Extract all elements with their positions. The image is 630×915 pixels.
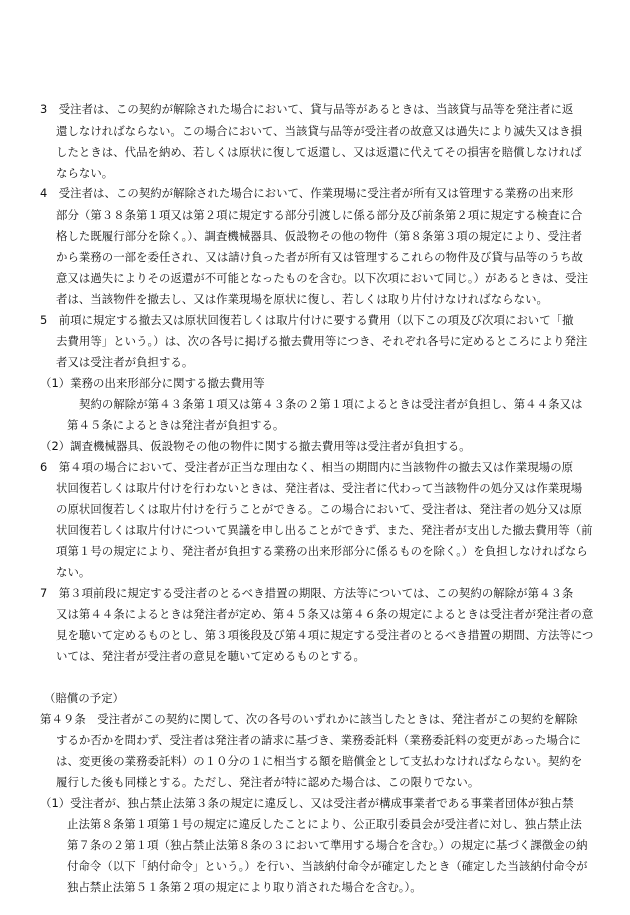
text-line: 履行した後も同様とする。ただし、発注者が特に認めた場合は、この限りでない。 — [56, 775, 480, 789]
text-line: 第４９条 受注者がこの契約に関して、次の各号のいずれかに該当したときは、発注者がこの契約を解除 — [40, 712, 578, 726]
text-line: 還しなければならない。この場合において、当該貸与品等が受注者の故意又は過失により滅失又はき損 — [56, 124, 583, 138]
text-line: 4 受注者は、この契約が解除された場合において、作業現場に受注者が所有又は管理する業務の出来形 — [40, 186, 574, 200]
section-heading: （賠償の予定） — [44, 691, 125, 705]
text-line: 去費用等」という。）は、次の各号に掲げる撤去費用等につき、それぞれ各号に定めるところにより発注 — [56, 334, 588, 348]
text-line: の原状回復若しくは取片付けを行うことができる。この場合において、受注者は、発注者の処分又は原 — [56, 502, 583, 516]
text-line: するか否かを問わず、受注者は発注者の請求に基づき、業務委託料（業務委託料の変更があった場合に — [56, 733, 581, 747]
text-line: 付命令（以下「納付命令」という。）を行い、当該納付命令が確定したとき（確定した当該納付命令が — [67, 859, 588, 873]
text-line: 意又は過失によりその返還が不可能となったものを含む。以下次項において同じ。）があるときは、受注 — [56, 271, 589, 285]
text-line: 5 前項に規定する撤去又は原状回復若しくは取片付けに要する費用（以下この項及び次項において「撤 — [40, 313, 574, 327]
text-line: から業務の一部を委任され、又は請け負った者が所有又は管理するこれらの物件及び貸与品等のうち故 — [56, 250, 583, 264]
text-line: 格した既履行部分を除く。）、調査機械器具、仮設物その他の物件（第８条第３項の規定により、受注者 — [56, 229, 583, 243]
text-line: 者は、当該物件を撤去し、又は作業現場を原状に復し、若しくは取り片付けなければならない。 — [56, 292, 548, 306]
text-line: したときは、代品を納め、若しくは原状に復して返還し、又は返還に代えてその損害を賠償しなければ — [56, 145, 582, 159]
text-line: 7 第３項前段に規定する受注者のとるべき措置の期限、方法等については、この契約の解除が第４３条 — [40, 586, 574, 600]
text-line: 独占禁止法第５１条第２項の規定により取り消された場合を含む。）。 — [67, 880, 422, 894]
text-line: は、変更後の業務委託料）の１０分の１に相当する額を賠償金として支払わなければならない。契約を — [56, 754, 583, 768]
text-line: いては、発注者が受注者の意見を聴いて定めるものとする。 — [56, 649, 365, 663]
text-line: 第４５条によるときは発注者が負担する。 — [67, 418, 285, 432]
text-line: （1）業務の出来形部分に関する撤去費用等 — [40, 376, 265, 390]
text-line: 項第１号の規定により、発注者が負担する業務の出来形部分に係るものを除く。）を負担しなければなら — [56, 544, 588, 558]
text-line: 3 受注者は、この契約が解除された場合において、貸与品等があるときは、当該貸与品等を発注者に返 — [40, 102, 574, 116]
text-line: 止法第８条第１項第１号の規定に違反したことにより、公正取引委員会が受注者に対し、独占禁止法 — [67, 817, 582, 831]
text-line: 部分（第３８条第１項又は第２項に規定する部分引渡しに係る部分及び前条第２項に規定する検査に合 — [56, 208, 583, 222]
text-line: 状回復若しくは取片付けを行わないときは、発注者は、受注者に代わって当該物件の処分又は作業現場 — [56, 481, 583, 495]
text-line: 契約の解除が第４３条第１項又は第４３条の２第１項によるときは受注者が負担し、第４４条又は — [79, 397, 583, 411]
text-line: 見を聴いて定めるものとし、第３項後段及び第４項に規定する受注者のとるべき措置の期間、方法等につ — [56, 628, 594, 642]
text-line: ない。 — [56, 565, 91, 579]
text-line: 6 第４項の場合において、受注者が正当な理由なく、相当の期間内に当該物件の撤去又は作業現場の原 — [40, 460, 574, 474]
text-line: 又は第４４条によるときは発注者が定め、第４５条又は第４６条の規定によるときは受注者が発注者の意 — [56, 607, 594, 621]
text-line: 第７条の２第１項（独占禁止法第８条の３において準用する場合を含む。）の規定に基づく課徴金の納 — [67, 838, 588, 852]
text-line: 者又は受注者が負担する。 — [56, 355, 194, 369]
text-line: 状回復若しくは取片付けについて異議を申し出ることができず、また、発注者が支出した撤去費用等（前 — [56, 523, 593, 537]
text-line: （1）受注者が、独占禁止法第３条の規定に違反し、又は受注者が構成事業者である事業者団体が独占禁 — [40, 796, 574, 810]
text-line: ならない。 — [56, 166, 114, 180]
text-line: （2）調査機械器具、仮設物その他の物件に関する撤去費用等は受注者が負担する。 — [40, 439, 471, 453]
